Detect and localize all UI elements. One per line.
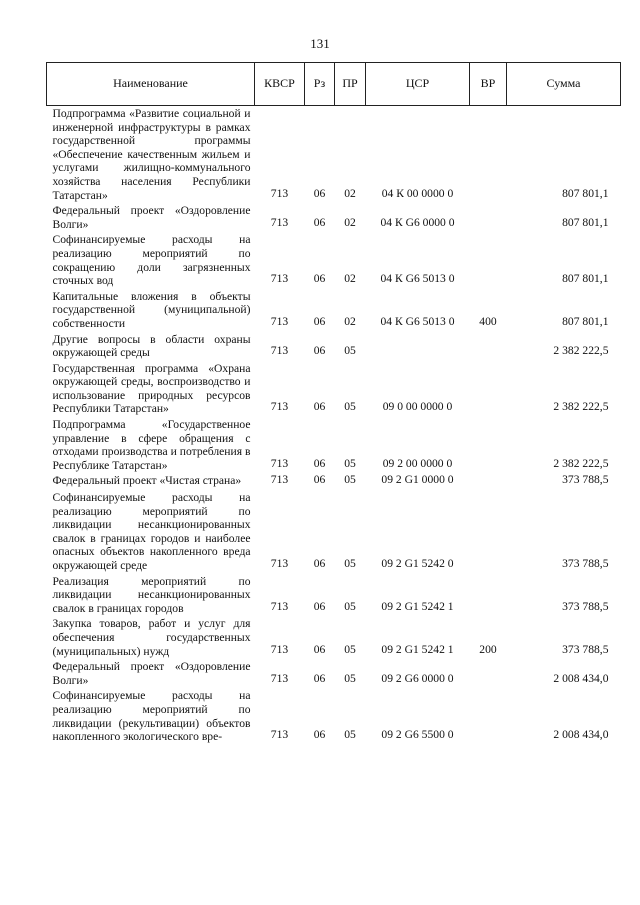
cell-sum: 373 788,5 <box>562 557 609 570</box>
cell-sum: 2 382 222,5 <box>553 344 609 358</box>
cell-csr: 09 2 G1 5242 1 <box>381 642 454 656</box>
table-row <box>47 232 621 288</box>
table-row <box>47 616 621 659</box>
cell-name: Софинансируемые расходы на реализацию мероприятий по сокращению доли загрязненных сточных вод <box>52 233 251 288</box>
cell-kvsr: 713 <box>270 671 289 685</box>
cell-pr: 05 <box>344 671 356 685</box>
cell-name: Закупка товаров, работ и услуг для обеспечения государственных (муниципальных) нужд <box>52 617 251 658</box>
cell-name: Федеральный проект «Чистая страна» <box>52 474 242 488</box>
header-rz: Рз <box>305 63 335 106</box>
cell-kvsr: 713 <box>270 456 289 470</box>
cell-vr <box>470 490 507 574</box>
table-row <box>47 361 621 417</box>
cell-sum: 807 801,1 <box>562 272 609 286</box>
cell-pr: 05 <box>344 400 356 414</box>
cell-rz: 06 <box>313 186 326 200</box>
cell-sum: 807 801,1 <box>562 314 609 328</box>
cell-csr: 09 2 G6 0000 0 <box>381 671 454 685</box>
cell-rz: 06 <box>313 599 326 613</box>
cell-sum: 2 008 434,0 <box>553 728 609 742</box>
table-row <box>47 332 621 361</box>
cell-pr: 02 <box>344 186 356 200</box>
cell-csr: 04 К G6 0000 0 <box>380 215 455 229</box>
cell-vr <box>470 232 507 288</box>
cell-pr: 05 <box>344 344 356 358</box>
header-pr: ПР <box>335 63 366 106</box>
cell-csr: 04 К 00 0000 0 <box>381 186 454 200</box>
cell-name: Софинансируемые расходы на реализацию мероприятий по ликвидации несанкционированных свалок в границах городов и наиболее опасных объектов накопленного вреда окружающей среде <box>52 491 251 572</box>
cell-sum: 2 382 222,5 <box>553 400 609 414</box>
cell-vr <box>470 332 507 361</box>
cell-vr <box>470 106 507 204</box>
cell-rz: 06 <box>313 473 326 487</box>
cell-kvsr: 713 <box>270 186 289 200</box>
cell-sum: 373 788,5 <box>562 473 609 487</box>
cell-vr: 400 <box>479 314 497 328</box>
cell-rz: 06 <box>313 272 326 286</box>
cell-rz: 06 <box>313 728 326 742</box>
cell-vr <box>470 688 507 744</box>
cell-csr <box>366 332 470 361</box>
cell-csr: 09 2 G1 5242 1 <box>381 599 454 613</box>
header-vr: ВР <box>470 63 507 106</box>
table-header <box>47 63 621 106</box>
cell-pr: 05 <box>344 473 356 487</box>
cell-name: Софинансируемые расходы на реализацию мероприятий по ликвидации (рекультивации) объектов накопленного экологического вре- <box>52 689 251 744</box>
cell-kvsr: 713 <box>270 215 289 229</box>
table-row <box>47 203 621 232</box>
cell-name: Подпрограмма «Государственное управление в сфере обращения с отходами производства и потребления в Республике Татарстан» <box>52 418 251 472</box>
cell-csr: 09 2 G6 5500 0 <box>381 728 454 742</box>
cell-name: Реализация мероприятий по ликвидации несанкционированных свалок в границах городов <box>52 574 251 615</box>
cell-rz: 06 <box>313 456 326 470</box>
cell-kvsr: 713 <box>270 557 289 570</box>
header-csr: ЦСР <box>366 63 470 106</box>
cell-rz: 06 <box>313 557 326 570</box>
table-row <box>47 659 621 688</box>
table-row <box>47 417 621 473</box>
table-row <box>47 574 621 617</box>
cell-rz: 06 <box>313 400 326 414</box>
cell-name: Федеральный проект «Оздоровление Волги» <box>52 204 251 231</box>
cell-sum: 807 801,1 <box>562 215 609 229</box>
cell-pr: 05 <box>344 728 356 742</box>
cell-kvsr: 713 <box>270 344 289 358</box>
cell-pr: 05 <box>344 456 356 470</box>
cell-name: Капитальные вложения в объекты государственной (муниципальной) собственности <box>52 289 251 330</box>
cell-rz: 06 <box>313 344 326 358</box>
cell-sum: 807 801,1 <box>562 186 609 200</box>
cell-name: Федеральный проект «Оздоровление Волги» <box>52 660 251 687</box>
cell-pr: 02 <box>344 272 356 286</box>
table-row <box>47 490 621 574</box>
cell-csr: 09 0 00 0000 0 <box>382 400 453 414</box>
cell-name: Другие вопросы в области охраны окружающей среды <box>52 332 251 360</box>
cell-pr: 02 <box>344 314 356 328</box>
cell-kvsr: 713 <box>270 473 289 487</box>
cell-kvsr: 713 <box>270 400 289 414</box>
table-row <box>47 688 621 744</box>
table-row <box>47 289 621 332</box>
cell-kvsr: 713 <box>270 599 289 613</box>
cell-rz: 06 <box>313 215 326 229</box>
cell-sum: 373 788,5 <box>562 642 609 656</box>
cell-pr: 05 <box>344 557 356 570</box>
table-body <box>47 106 621 745</box>
cell-kvsr: 713 <box>270 728 289 742</box>
header-name: Наименование <box>47 63 255 106</box>
cell-name: Подпрограмма «Развитие социальной и инженерной инфраструктуры в рамках государственной программы «Обеспечение качественным жильем и услугами жилищно-коммунального хозяйства населения Республики Татарстан» <box>52 107 251 202</box>
cell-rz: 06 <box>313 314 326 328</box>
page-number: 131 <box>310 36 330 51</box>
cell-rz: 06 <box>313 671 326 685</box>
cell-vr <box>470 574 507 617</box>
cell-vr <box>470 417 507 473</box>
table-row <box>47 106 621 204</box>
cell-csr: 04 К G6 5013 0 <box>380 272 455 286</box>
header-kvsr: КВСР <box>255 63 305 106</box>
cell-kvsr: 713 <box>270 272 289 286</box>
cell-sum: 373 788,5 <box>562 599 609 613</box>
cell-csr: 09 2 00 0000 0 <box>382 456 453 470</box>
cell-csr: 09 2 G1 0000 0 <box>381 473 454 487</box>
cell-csr: 09 2 G1 5242 0 <box>381 557 454 570</box>
cell-vr <box>470 473 507 490</box>
cell-kvsr: 713 <box>270 314 289 328</box>
cell-kvsr: 713 <box>270 642 289 656</box>
cell-pr: 02 <box>344 215 356 229</box>
cell-vr <box>470 659 507 688</box>
header-sum: Сумма <box>507 63 621 106</box>
cell-vr <box>470 203 507 232</box>
cell-csr: 04 К G6 5013 0 <box>380 314 455 328</box>
table-row <box>47 473 621 490</box>
cell-vr <box>470 361 507 417</box>
cell-pr: 05 <box>344 642 356 656</box>
cell-vr: 200 <box>479 642 497 656</box>
cell-sum: 2 382 222,5 <box>553 456 609 470</box>
cell-rz: 06 <box>313 642 326 656</box>
cell-pr: 05 <box>344 599 356 613</box>
cell-sum: 2 008 434,0 <box>553 671 609 685</box>
cell-name: Государственная программа «Охрана окружающей среды, воспроизводство и использование природных ресурсов Республики Татарстан» <box>52 361 251 416</box>
budget-table <box>46 62 621 745</box>
